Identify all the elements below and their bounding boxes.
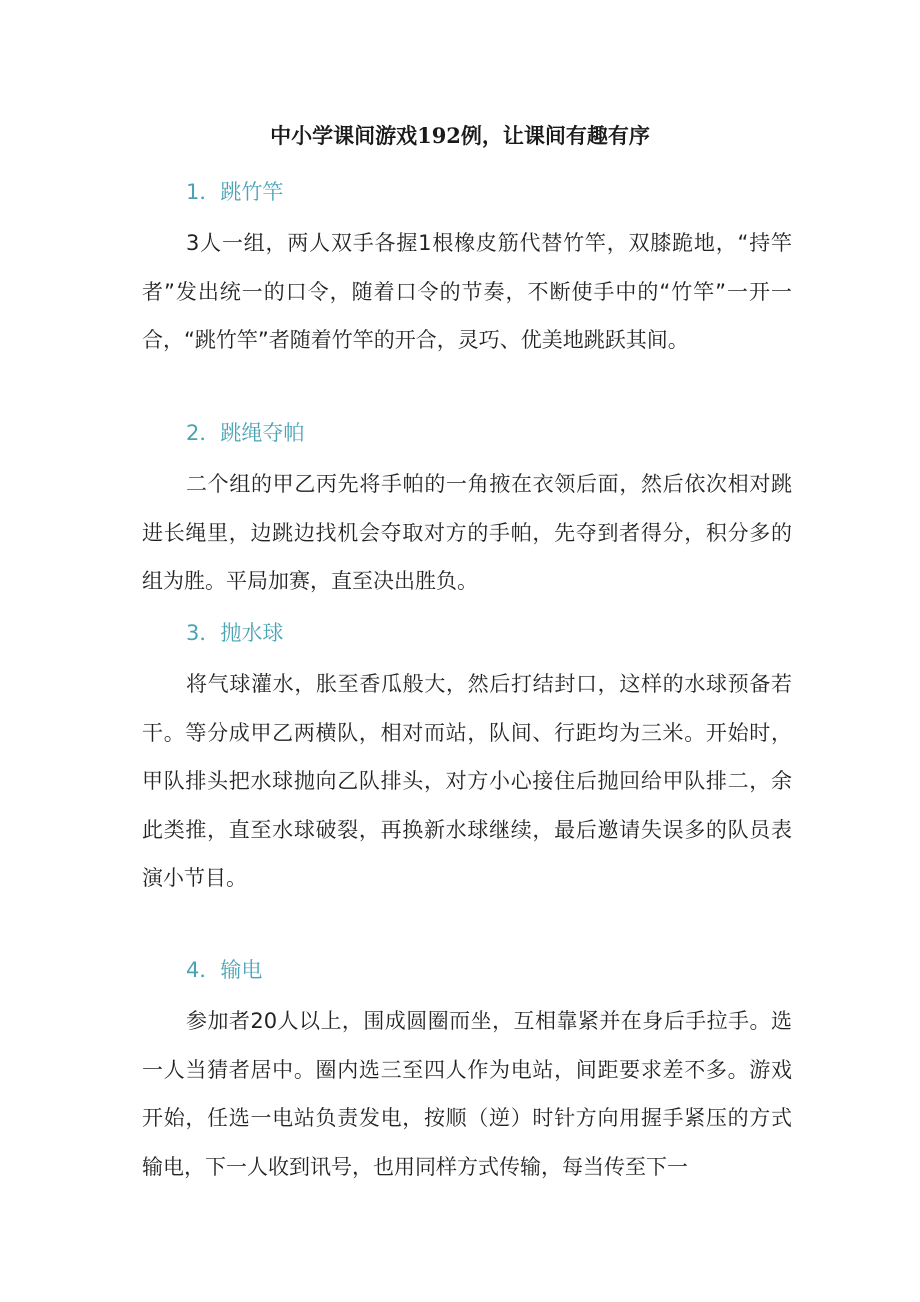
section-heading-1: 1．跳竹竿: [186, 180, 284, 204]
section-body-4: 参加者20人以上，围成圆圈而坐，互相靠紧并在身后手拉手。选一人当猜者居中。圈内选三至四人作为电站，间距要求差不多。游戏开始，任选一电站负责发电，按顺（逆）时针方向用握手紧压的方式输电，下一人收到讯号，也用同样方式传输，每当传至下一: [142, 1009, 792, 1179]
section-heading-3: 3．抛水球: [186, 621, 284, 645]
section-body-2: 二个组的甲乙丙先将手帕的一角掖在衣领后面，然后依次相对跳进长绳里，边跳边找机会夺取对方的手帕，先夺到者得分，积分多的组为胜。平局加赛，直至决出胜负。: [142, 472, 792, 594]
section-body-3: 将气球灌水，胀至香瓜般大，然后打结封口，这样的水球预备若干。等分成甲乙两横队，相对而站，队间、行距均为三米。开始时，甲队排头把水球抛向乙队排头，对方小心接住后抛回给甲队排二，余此类推，直至水球破裂，再换新水球继续，最后邀请失误多的队员表演小节目。: [142, 672, 792, 891]
section-body-1: 3人一组，两人双手各握1根橡皮筋代替竹竿，双膝跪地，“持竿者”发出统一的口令，随着口令的节奏，不断使手中的“竹竿”一开一合，“跳竹竿”者随着竹竿的开合，灵巧、优美地跳跃其间。: [142, 231, 792, 353]
document-title: 中小学课间游戏192例，让课间有趣有序: [270, 123, 650, 148]
section-heading-4: 4．输电: [186, 958, 263, 982]
section-heading-2: 2．跳绳夺帕: [186, 421, 305, 445]
